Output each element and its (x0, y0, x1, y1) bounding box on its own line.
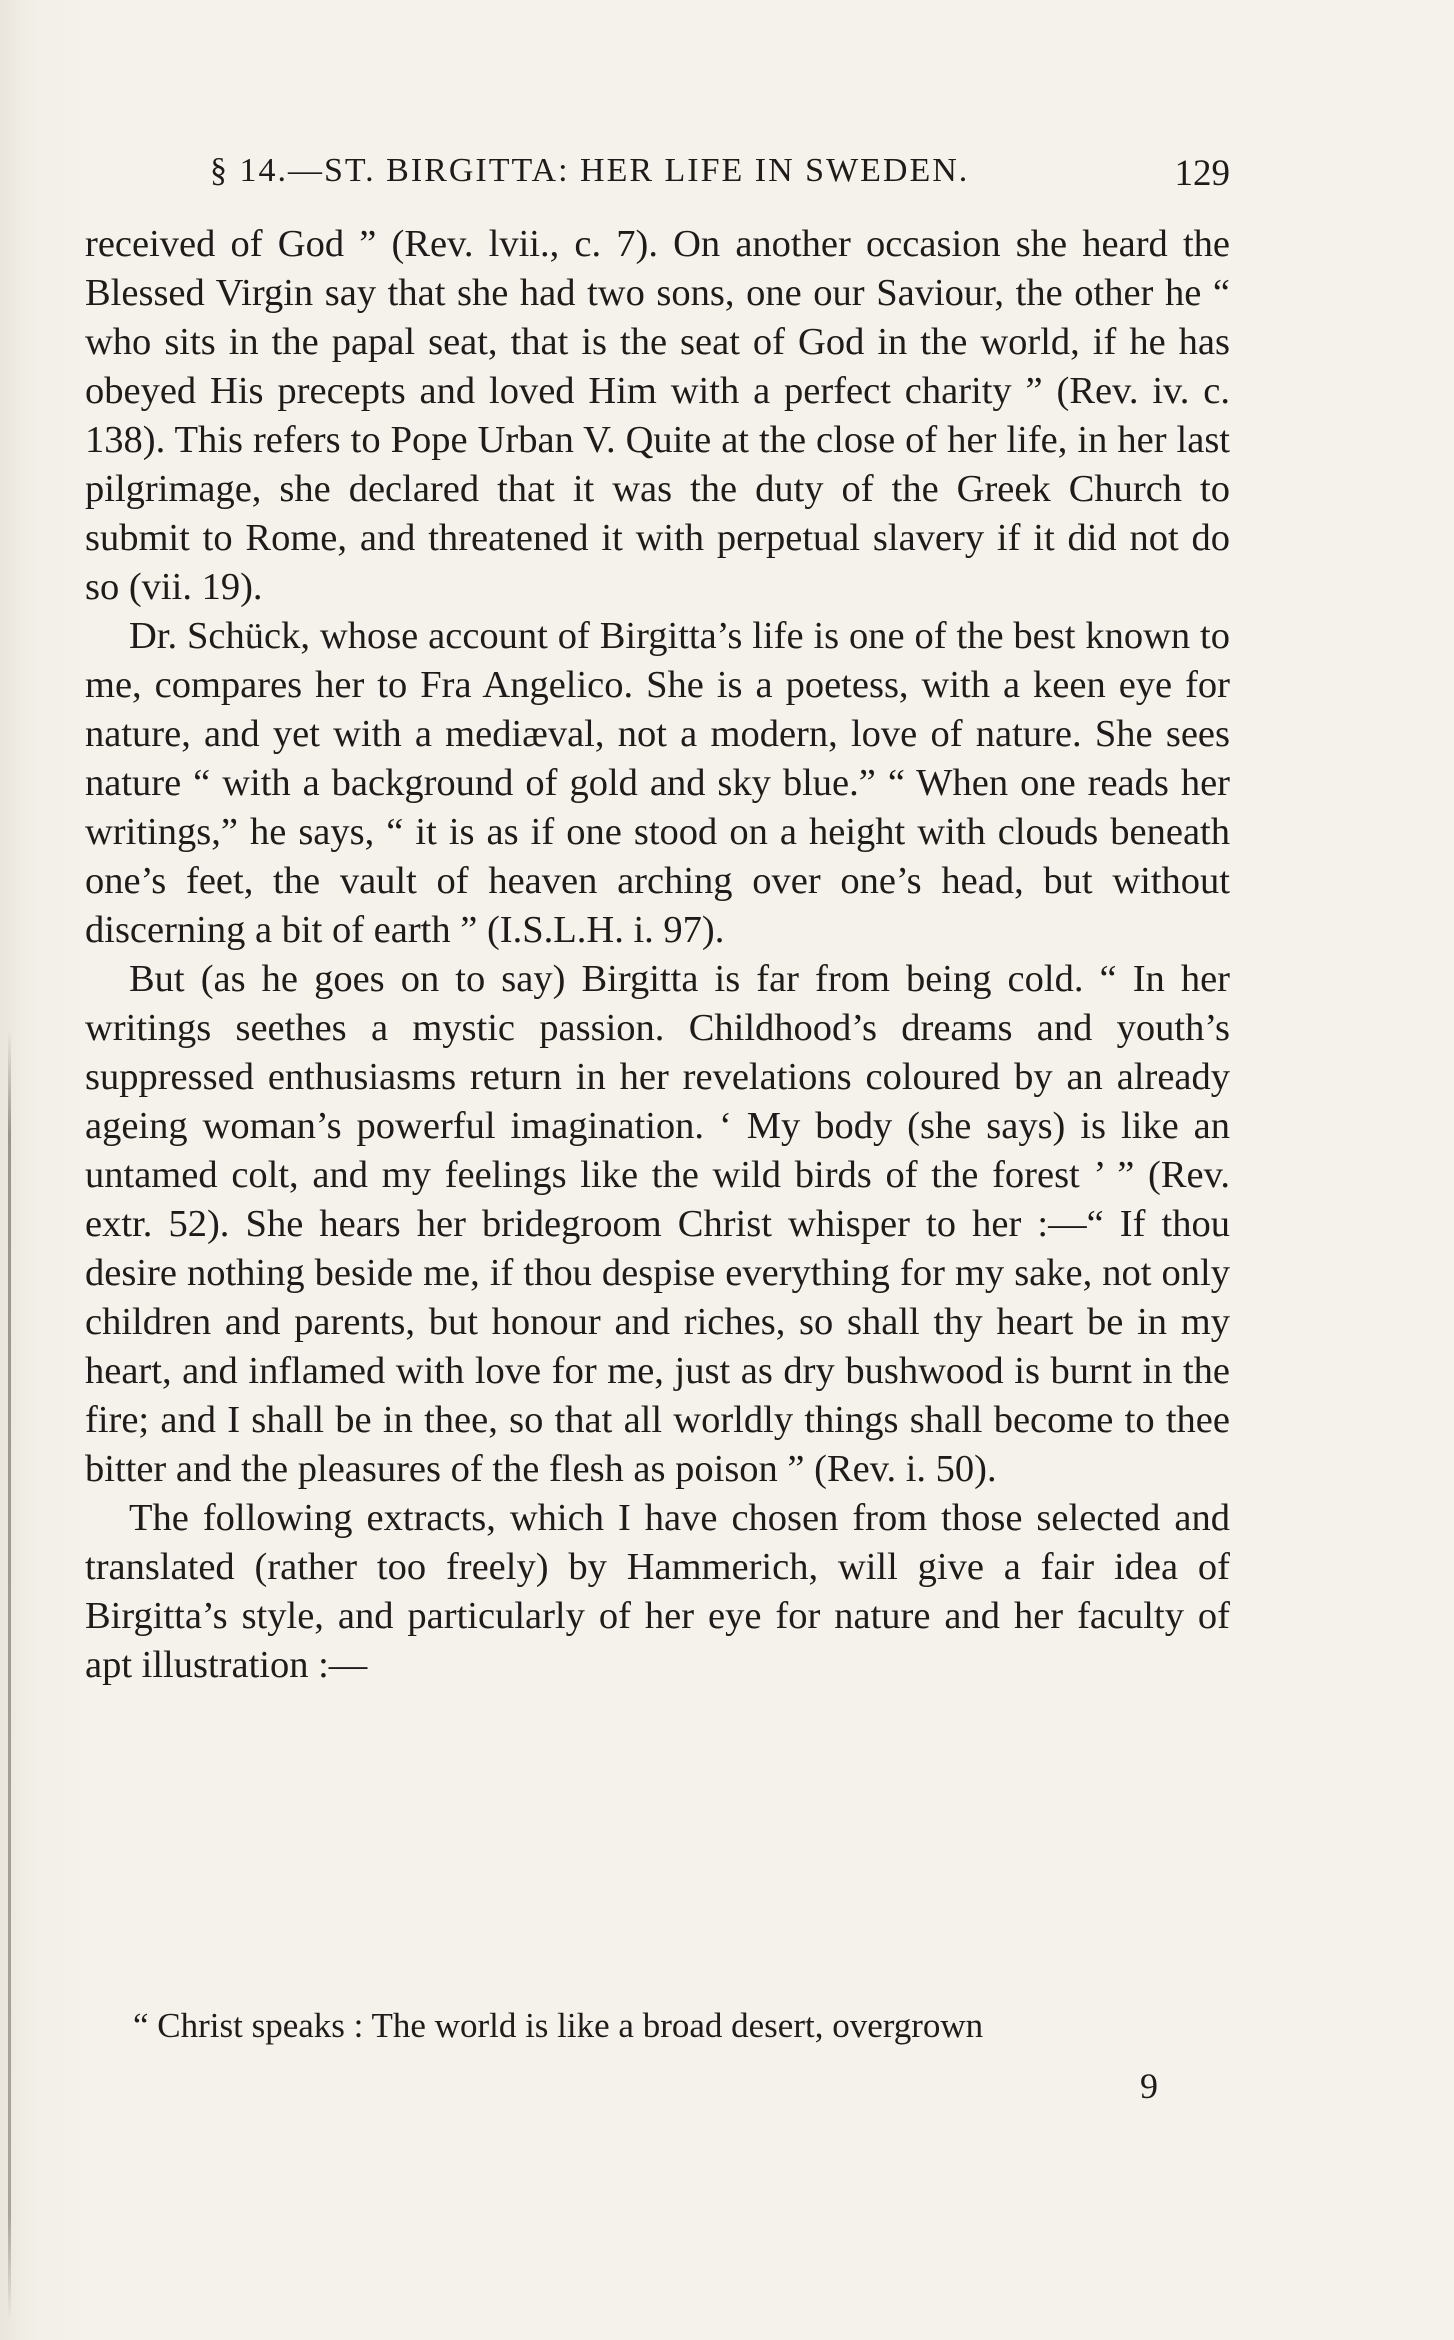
paragraph-4: The following extracts, which I have chosen from those selected and translated (rather too freely) by Hammerich, will give a fair idea of Birgitta’s style, and particularly of her eye for nature and her faculty of apt illustration :— (85, 1497, 1230, 1686)
quotation-opening-line: “ Christ speaks : The world is like a broad desert, overgrown (133, 2006, 984, 2045)
page-number: 129 (1174, 153, 1230, 194)
paragraph-1: received of God ” (Rev. lvii., c. 7). On another occasion she heard the Blessed Virgin say that she had two sons, one our Saviour, the other he “ who sits in the papal seat, that is the seat of God in the world, if he has obeyed His precepts and loved Him with a perfect charity ” (Rev. iv. c. 138). This refers to Pope Urban V. Quite at the close of her life, in her last pilgrimage, she declared that it was the duty of the Greek Church to submit to Rome, and threatened it with perpetual slavery if it did not do so (vii. 19). (85, 223, 1230, 608)
binding-gutter-shadow (8, 1030, 11, 2320)
paragraph-2: Dr. Schück, whose account of Birgitta’s life is one of the best known to me, compares her to Fra Angelico. She is a poetess, with a keen eye for nature, and yet with a mediæval, not a modern, love of nature. She sees nature “ with a background of gold and sky blue.” “ When one reads her writings,” he says, “ it is as if one stood on a height with clouds beneath one’s feet, the vault of heaven arching over one’s head, but without discerning a bit of earth ” (I.S.L.H. i. 97). (85, 615, 1230, 951)
paragraph-3: But (as he goes on to say) Birgitta is far from being cold. “ In her writings seethes a mystic passion. Childhood’s dreams and youth’s suppressed enthusiasms return in her revelations coloured by an already ageing woman’s powerful imagination. ‘ My body (she says) is like an untamed colt, and my feelings like the wild birds of the forest ’ ” (Rev. extr. 52). She hears her bridegroom Christ whisper to her :—“ If thou desire nothing beside me, if thou despise everything for my sake, not only children and parents, but honour and riches, so shall thy heart be in my heart, and inflamed with love for me, just as dry bushwood is burnt in the fire; and I shall be in thee, so that all worldly things shall become to thee bitter and the pleasures of the flesh as poison ” (Rev. i. 50). (85, 958, 1230, 1490)
running-head (210, 152, 1230, 194)
running-title: § 14.—ST. BIRGITTA: HER LIFE IN SWEDEN. (210, 152, 970, 189)
body-text (85, 220, 1230, 1690)
signature-mark: 9 (1140, 2066, 1158, 2106)
